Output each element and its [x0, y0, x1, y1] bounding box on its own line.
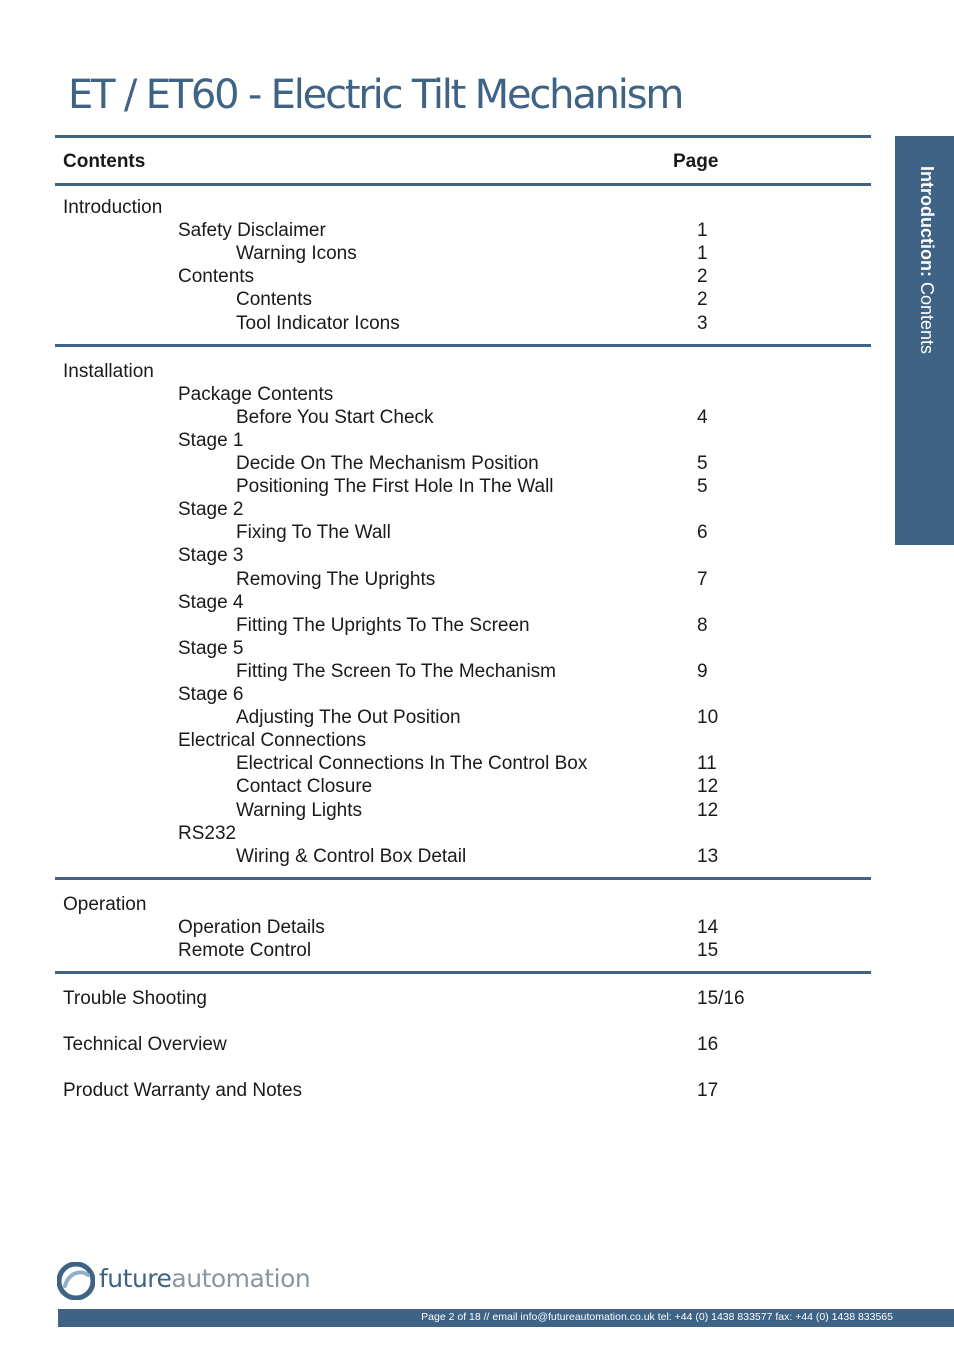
toc-entry: [0, 846, 871, 869]
toc-entry: [0, 522, 871, 545]
toc-entry-label: Adjusting The Out Position: [236, 707, 461, 729]
toc-entry-page-number: 12: [697, 799, 719, 821]
logo-wordmark: [99, 1264, 310, 1293]
toc-entry-label: Fixing To The Wall: [236, 522, 391, 544]
toc-entry-page-number: 3: [697, 312, 708, 334]
toc-entry-label: Before You Start Check: [236, 406, 434, 428]
toc-entry-label: Contact Closure: [236, 776, 373, 798]
toc-entry: [0, 220, 871, 243]
toc-section-heading: [0, 361, 871, 384]
page-column-header: Page: [673, 151, 719, 172]
toc-entry: [0, 243, 871, 266]
toc-entry-page-number: 2: [697, 266, 708, 288]
toc-entry: [0, 730, 871, 753]
toc-section-heading: [0, 1080, 871, 1103]
future-automation-logo: [57, 1262, 317, 1302]
toc-entry-label: Contents: [178, 266, 255, 288]
toc-entry: [0, 430, 871, 453]
toc-entry-page-number: 2: [697, 289, 708, 311]
toc-section-heading: [0, 988, 871, 1011]
toc-entry-page-number: 4: [697, 406, 708, 428]
side-tab-label: [916, 166, 937, 354]
toc-entry-label: Fitting The Uprights To The Screen: [236, 614, 530, 636]
toc-entry: [0, 453, 871, 476]
toc-entry: [0, 800, 871, 823]
toc-entry-page-number: 17: [697, 1080, 719, 1102]
toc-entry-page-number: 13: [697, 845, 719, 867]
toc-entry-label: Stage 5: [178, 637, 244, 659]
toc-entry: [0, 266, 871, 289]
toc-entry-page-number: 1: [697, 243, 708, 265]
toc-entry-page-number: 15/16: [697, 988, 745, 1010]
toc-entry: [0, 313, 871, 336]
toc-entry-label: Stage 2: [178, 499, 244, 521]
toc-entry: [0, 384, 871, 407]
toc-entry: [0, 707, 871, 730]
toc-entry-label: Technical Overview: [63, 1034, 227, 1056]
toc-entry-label: Contents: [236, 289, 313, 311]
toc-entry: [0, 776, 871, 799]
toc-entry-label: Decide On The Mechanism Position: [236, 453, 539, 474]
toc-entry-label: Positioning The First Hole In The Wall: [236, 476, 554, 498]
toc-entry-label: Warning Lights: [236, 799, 363, 821]
toc-entry: [0, 940, 871, 963]
toc-entry-label: Fitting The Screen To The Mechanism: [236, 660, 556, 682]
side-tab-page: Contents: [917, 282, 937, 355]
toc-entry-page-number: 8: [697, 614, 708, 636]
toc-entry-label: Electrical Connections In The Control Box: [236, 753, 588, 775]
footer-bar: [58, 1309, 954, 1327]
logo-word-future: future: [99, 1264, 172, 1293]
toc-entry-page-number: 12: [697, 776, 719, 798]
toc-section-heading: [0, 197, 871, 220]
document-title: ET / ET60 - Electric Tilt Mechanism: [68, 72, 683, 118]
toc-section-heading: [0, 1034, 871, 1057]
toc-entry: [0, 592, 871, 615]
side-tab-section: Introduction:: [917, 166, 937, 277]
toc-entry: [0, 289, 871, 312]
toc-entry: [0, 569, 871, 592]
toc-entry-label: Wiring & Control Box Detail: [236, 845, 467, 867]
toc-entry-page-number: 1: [697, 220, 708, 242]
toc-entry-label: Introduction: [63, 197, 163, 218]
toc-entry-label: Safety Disclaimer: [178, 220, 326, 242]
toc-entry-page-number: 15: [697, 940, 719, 961]
toc-entry-label: Stage 6: [178, 684, 244, 705]
toc-entry-page-number: 5: [697, 453, 708, 474]
toc-entry-page-number: 9: [697, 660, 708, 682]
toc-entry-label: Stage 4: [178, 591, 244, 613]
toc-entry-page-number: 7: [697, 568, 708, 590]
toc-entry: [0, 753, 871, 776]
swirl-logo-icon: [57, 1262, 95, 1300]
divider-rule: [55, 135, 871, 138]
toc-section-heading: [0, 894, 871, 917]
toc-entry-label: Electrical Connections: [178, 730, 366, 752]
divider-rule: [55, 971, 871, 974]
toc-entry-label: Removing The Uprights: [236, 568, 436, 590]
toc-entry: [0, 476, 871, 499]
toc-entry-label: Warning Icons: [236, 243, 357, 265]
toc-entry-label: Operation: [63, 893, 147, 915]
toc-entry: [0, 917, 871, 940]
toc-entry-label: Product Warranty and Notes: [63, 1080, 303, 1102]
toc-entry-label: Stage 1: [178, 429, 244, 451]
toc-entry: [0, 823, 871, 846]
toc-entry: [0, 684, 871, 707]
toc-entry-label: Installation: [63, 360, 154, 382]
toc-entry-label: Operation Details: [178, 916, 325, 938]
toc-entry-label: Remote Control: [178, 940, 312, 961]
toc-entry: [0, 661, 871, 684]
toc-entry-label: Stage 3: [178, 545, 244, 567]
toc-entry-label: Trouble Shooting: [63, 988, 208, 1010]
toc-entry-label: RS232: [178, 822, 237, 844]
toc-entry-page-number: 6: [697, 522, 708, 544]
divider-rule: [55, 344, 871, 347]
footer-contact-text: Page 2 of 18 // email info@futureautomation.co.uk tel: +44 (0) 1438 833577 fax: +44 (0) 1438 833565: [421, 1311, 893, 1323]
toc-entry-label: Tool Indicator Icons: [236, 312, 400, 334]
divider-rule: [55, 877, 871, 880]
divider-rule: [55, 183, 871, 186]
toc-entry: [0, 407, 871, 430]
toc-entry-page-number: 16: [697, 1034, 719, 1056]
toc-entry: [0, 638, 871, 661]
toc-entry-page-number: 10: [697, 707, 719, 729]
contents-column-header: Contents: [63, 151, 146, 172]
toc-entry-label: Package Contents: [178, 383, 334, 405]
toc-entry: [0, 545, 871, 568]
toc-entry: [0, 499, 871, 522]
toc-entry: [0, 615, 871, 638]
logo-word-automation: automation: [171, 1264, 311, 1293]
toc-entry-page-number: 11: [697, 753, 717, 775]
toc-entry-page-number: 5: [697, 476, 708, 498]
toc-entry-page-number: 14: [697, 916, 719, 938]
